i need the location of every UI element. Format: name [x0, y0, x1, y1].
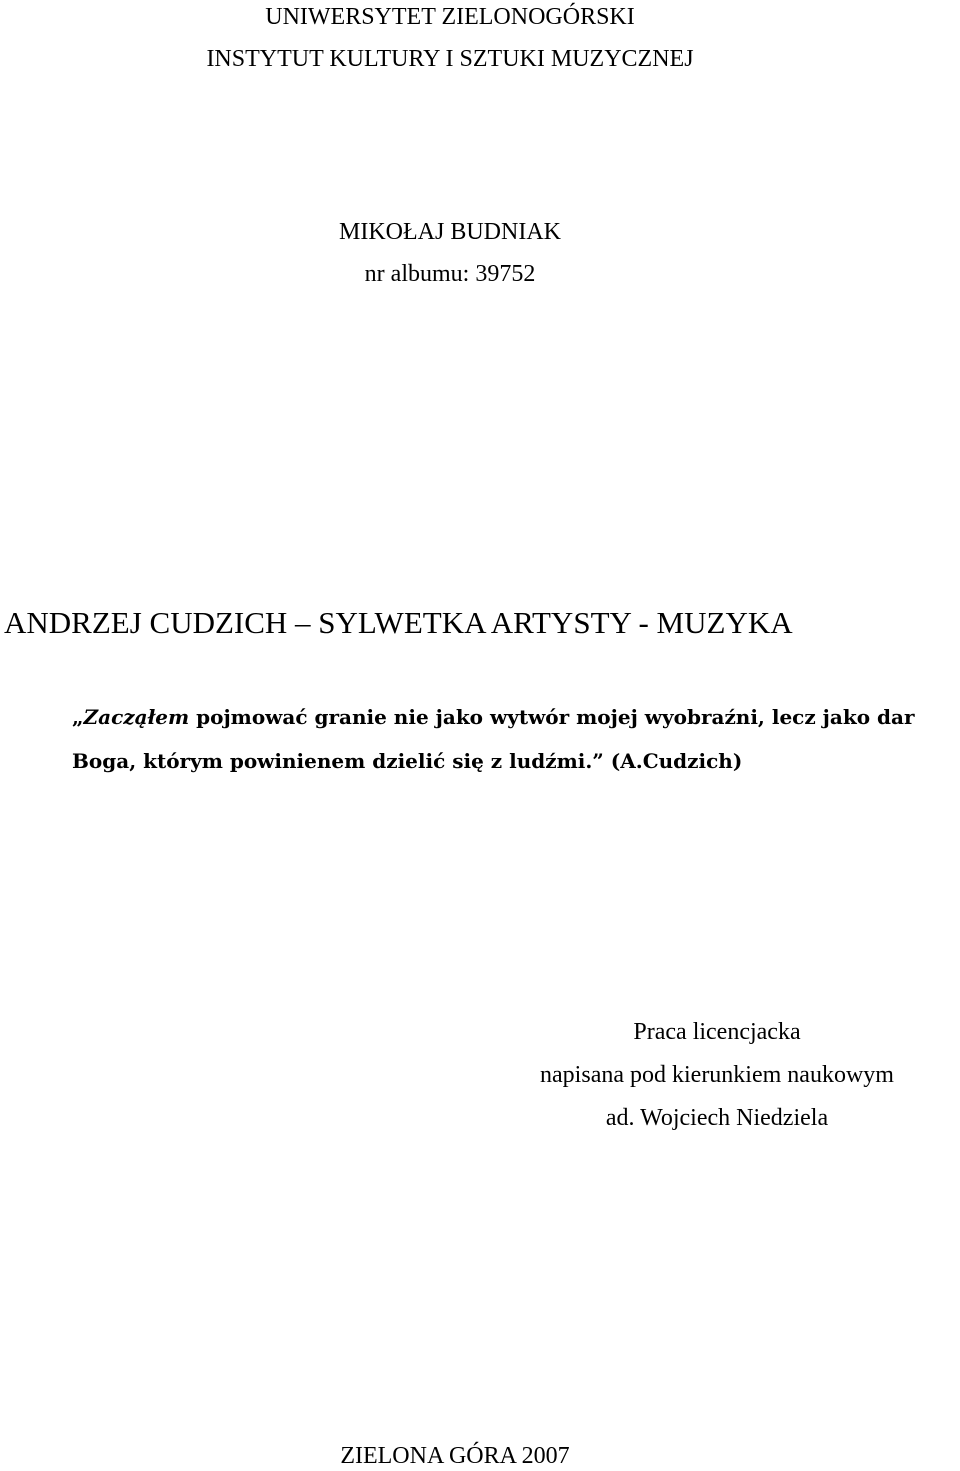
- place-and-year: ZIELONA GÓRA 2007: [340, 1443, 570, 1469]
- supervision-note: napisana pod kierunkiem naukowym: [540, 1062, 894, 1088]
- epigraph-line-1: [72, 707, 915, 727]
- epigraph-open-quote: „: [72, 705, 84, 729]
- thesis-title: ANDRZEJ CUDZICH – SYLWETKA ARTYSTY - MUZYKA: [4, 605, 793, 640]
- institute-name: INSTYTUT KULTURY I SZTUKI MUZYCZNEJ: [206, 46, 694, 72]
- epigraph-line-2: Boga, którym powinienem dzielić się z ludźmi.” (A.Cudzich): [72, 749, 743, 773]
- epigraph-italic-word: Zacząłem: [83, 705, 190, 729]
- epigraph-line-1-rest: pojmować granie nie jako wytwór mojej wyobraźni, lecz jako dar: [189, 705, 915, 729]
- author-name: MIKOŁAJ BUDNIAK: [339, 219, 561, 245]
- album-number: nr albumu: 39752: [364, 261, 536, 287]
- thesis-type: Praca licencjacka: [633, 1019, 801, 1045]
- supervisor-name: ad. Wojciech Niedziela: [605, 1105, 829, 1131]
- university-name: UNIWERSYTET ZIELONOGÓRSKI: [265, 4, 635, 30]
